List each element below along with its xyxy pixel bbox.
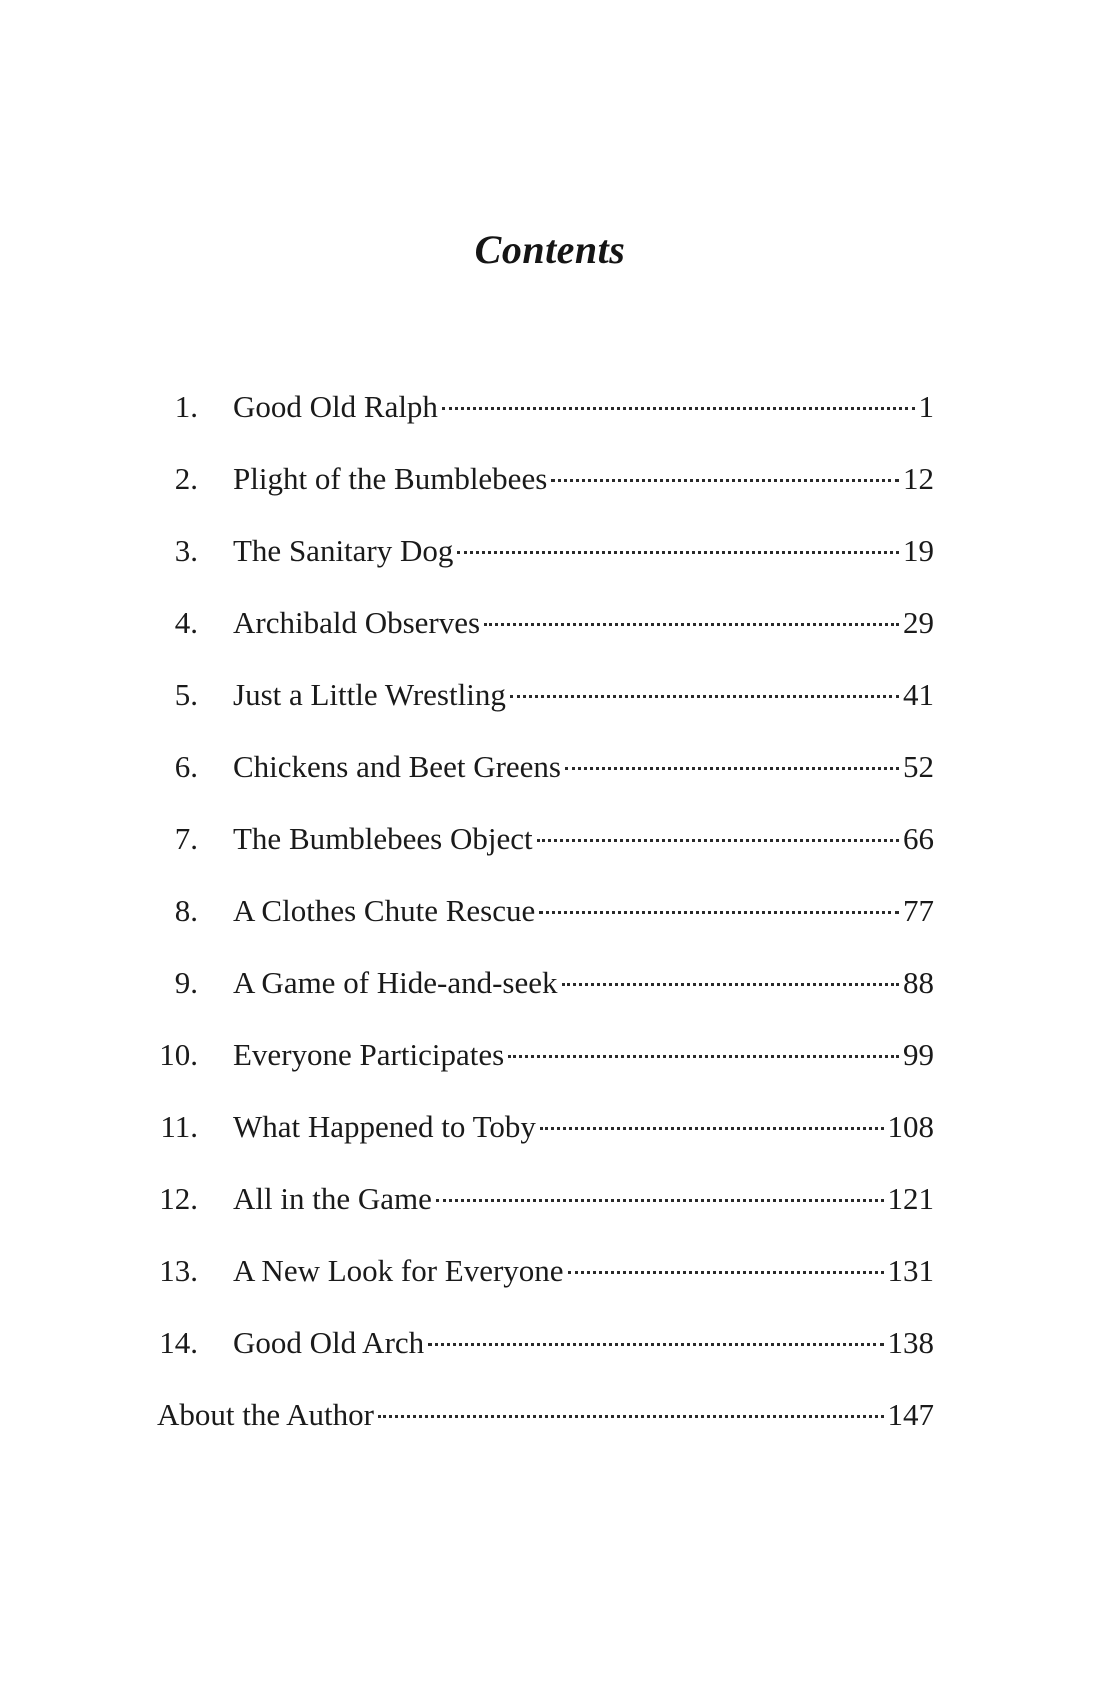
dot-leader xyxy=(436,1199,884,1202)
dot-leader xyxy=(484,623,899,626)
chapter-title: What Happened to Toby xyxy=(233,1109,536,1144)
dot-leader xyxy=(537,839,899,842)
toc-entry-about-author[interactable] xyxy=(0,1395,1100,1467)
chapter-title: Plight of the Bumblebees xyxy=(233,461,548,496)
toc-entry[interactable] xyxy=(0,1107,1100,1179)
dot-leader xyxy=(428,1343,883,1346)
chapter-number: 11. xyxy=(160,1109,198,1144)
dot-leader xyxy=(551,479,899,482)
chapter-title: Archibald Observes xyxy=(233,605,481,640)
chapter-number: 5. xyxy=(174,677,198,712)
toc-entry[interactable] xyxy=(0,819,1100,891)
chapter-number: 14. xyxy=(159,1325,198,1360)
page-number: 147 xyxy=(887,1397,934,1432)
chapter-title: A Game of Hide-and-seek xyxy=(233,965,558,1000)
toc-entry[interactable] xyxy=(0,747,1100,819)
chapter-number: 7. xyxy=(174,821,198,856)
dot-leader xyxy=(540,1127,884,1130)
dot-leader xyxy=(510,695,899,698)
chapter-title: Good Old Arch xyxy=(233,1325,425,1360)
toc-entry[interactable] xyxy=(0,1179,1100,1251)
table-of-contents xyxy=(0,387,1100,1467)
page-title: Contents xyxy=(474,227,626,272)
page-number: 19 xyxy=(903,533,934,568)
chapter-title: Everyone Participates xyxy=(233,1037,505,1072)
chapter-number: 2. xyxy=(174,461,198,496)
chapter-title: Just a Little Wrestling xyxy=(233,677,506,712)
page-number: 121 xyxy=(887,1181,934,1216)
chapter-number: 4. xyxy=(174,605,198,640)
dot-leader xyxy=(378,1415,884,1418)
chapter-number: 1. xyxy=(174,389,198,424)
chapter-number: 8. xyxy=(174,893,198,928)
toc-entry[interactable] xyxy=(0,1323,1100,1395)
toc-entry[interactable] xyxy=(0,963,1100,1035)
chapter-title: All in the Game xyxy=(233,1181,432,1216)
dot-leader xyxy=(562,983,899,986)
page-number: 77 xyxy=(903,893,934,928)
dot-leader xyxy=(457,551,899,554)
page-number: 88 xyxy=(903,965,934,1000)
dot-leader xyxy=(568,1271,884,1274)
chapter-title: A New Look for Everyone xyxy=(233,1253,564,1288)
toc-entry[interactable] xyxy=(0,675,1100,747)
page-number: 29 xyxy=(903,605,934,640)
toc-entry[interactable] xyxy=(0,603,1100,675)
chapter-number: 12. xyxy=(159,1181,198,1216)
page-number: 99 xyxy=(903,1037,934,1072)
chapter-number: 13. xyxy=(159,1253,198,1288)
page-number: 1 xyxy=(918,389,934,424)
toc-entry[interactable] xyxy=(0,1251,1100,1323)
dot-leader xyxy=(565,767,899,770)
toc-entry[interactable] xyxy=(0,1035,1100,1107)
page-number: 12 xyxy=(903,461,934,496)
dot-leader xyxy=(442,407,915,410)
chapter-number: 9. xyxy=(174,965,198,1000)
chapter-title: Chickens and Beet Greens xyxy=(233,749,561,784)
page-number: 138 xyxy=(887,1325,934,1360)
toc-entry[interactable] xyxy=(0,459,1100,531)
page-number: 41 xyxy=(903,677,934,712)
toc-entry[interactable] xyxy=(0,531,1100,603)
toc-entry[interactable] xyxy=(0,891,1100,963)
chapter-number: 3. xyxy=(174,533,198,568)
toc-entry[interactable] xyxy=(0,387,1100,459)
page-number: 66 xyxy=(903,821,934,856)
page-number: 108 xyxy=(887,1109,934,1144)
page-number: 52 xyxy=(903,749,934,784)
page-number: 131 xyxy=(887,1253,934,1288)
chapter-number: 10. xyxy=(159,1037,198,1072)
chapter-title: The Sanitary Dog xyxy=(233,533,454,568)
chapter-title: Good Old Ralph xyxy=(233,389,438,424)
about-author-title: About the Author xyxy=(157,1397,374,1432)
chapter-title: The Bumblebees Object xyxy=(233,821,533,856)
chapter-number: 6. xyxy=(174,749,198,784)
dot-leader xyxy=(508,1055,899,1058)
chapter-title: A Clothes Chute Rescue xyxy=(233,893,536,928)
dot-leader xyxy=(539,911,899,914)
